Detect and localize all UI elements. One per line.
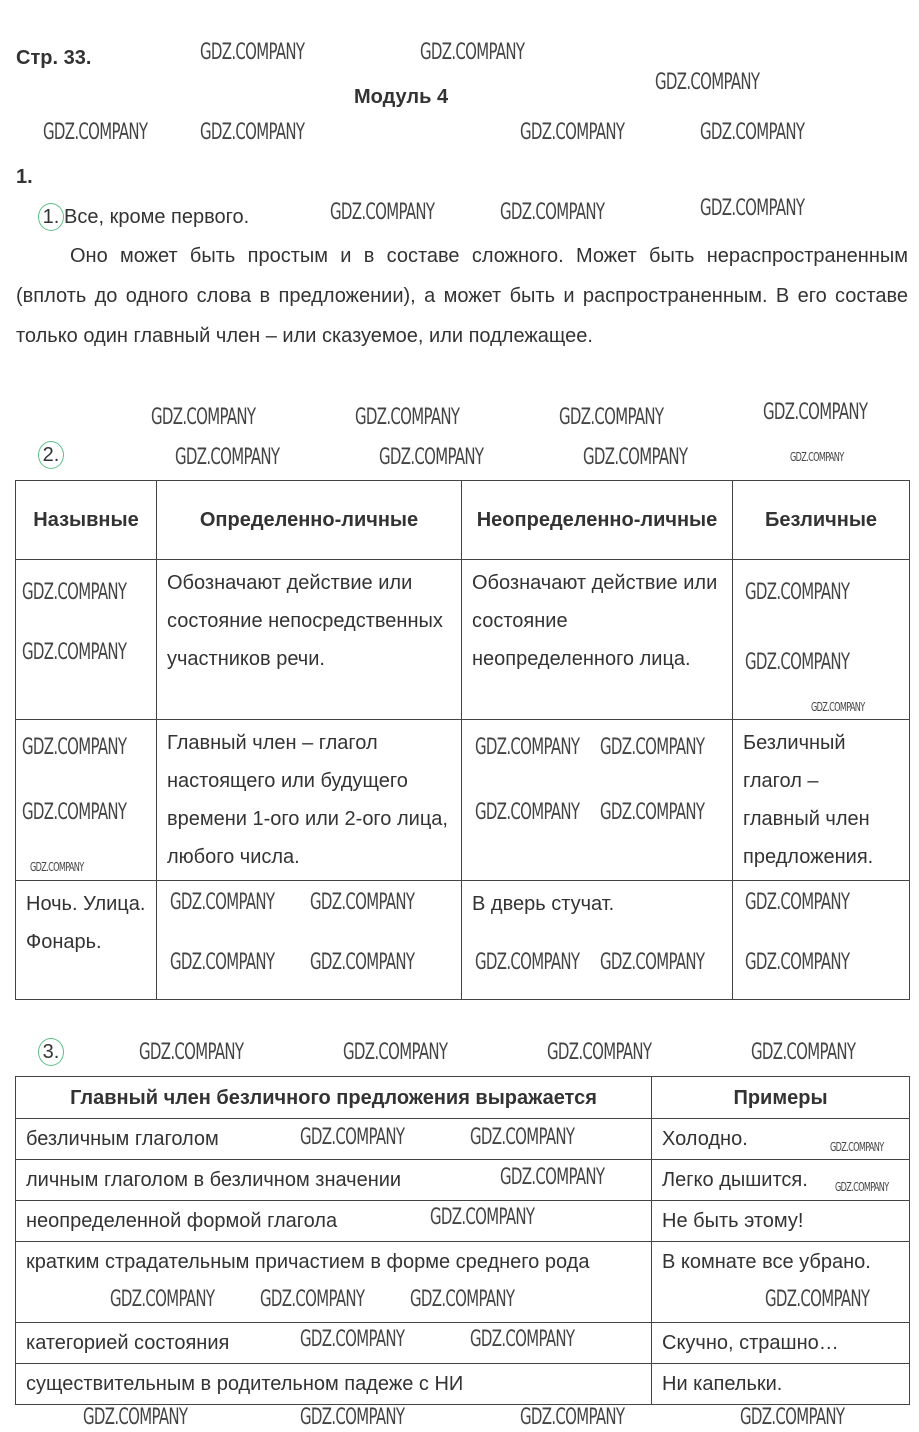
watermark: GDZ.COMPANY [765,1287,870,1312]
watermark: GDZ.COMPANY [600,950,705,975]
table-cell: В комнате все убрано. [652,1242,910,1323]
watermark: GDZ.COMPANY [330,200,435,225]
header-cell: Назывные [16,481,157,560]
table-cell: В дверь стучат. [462,881,733,1000]
table-cell [16,560,157,720]
watermark: GDZ.COMPANY [83,1405,188,1430]
table-row [16,1201,910,1242]
watermark: GDZ.COMPANY [559,405,664,430]
watermark: GDZ.COMPANY [300,1405,405,1430]
watermark: GDZ.COMPANY [547,1040,652,1065]
part3-marker-wrap [38,1038,64,1066]
watermark: GDZ.COMPANY [175,445,280,470]
watermark: GDZ.COMPANY [500,200,605,225]
impersonal-predicate-table [15,1076,910,1405]
watermark: GDZ.COMPANY [475,735,580,760]
watermark: GDZ.COMPANY [22,640,127,665]
watermark: GDZ.COMPANY [740,1405,845,1430]
table-cell: категорией состояния [16,1323,652,1364]
watermark: GDZ.COMPANY [700,120,805,145]
part1-answer-text: Все, кроме первого. [64,206,250,228]
watermark: GDZ.COMPANY [200,40,305,65]
table-row [16,720,910,881]
watermark: GDZ.COMPANY [22,800,127,825]
watermark: GDZ.COMPANY [310,950,415,975]
table-cell: Ночь. Улица. Фонарь. [16,881,157,1000]
table-cell: Легко дышится. [652,1160,910,1201]
header-cell: Определенно-личные [157,481,462,560]
watermark: GDZ.COMPANY [30,860,84,874]
page-reference: Стр. 33. [16,47,92,69]
watermark: GDZ.COMPANY [110,1287,215,1312]
watermark: GDZ.COMPANY [520,1405,625,1430]
task-number: 1. [16,166,33,188]
table-cell: личным глаголом в безличном значении [16,1160,652,1201]
watermark: GDZ.COMPANY [583,445,688,470]
watermark: GDZ.COMPANY [745,890,850,915]
table-cell: неопределенной формой глагола [16,1201,652,1242]
table-cell: Обозначают действие или состояние неопределенного лица. [462,560,733,720]
module-title: Модуль 4 [354,86,449,108]
table-cell: Ни капельки. [652,1364,910,1405]
table-cell: Обозначают действие или состояние непосредственных участников речи. [157,560,462,720]
header-cell: Примеры [652,1077,910,1119]
watermark: GDZ.COMPANY [830,1140,884,1154]
table-row [16,1364,910,1405]
table-cell: Безличный глагол – главный член предложения. [733,720,910,881]
watermark: GDZ.COMPANY [22,580,127,605]
sentence-types-table [15,480,910,1000]
watermark: GDZ.COMPANY [22,735,127,760]
table-cell [16,720,157,881]
watermark: GDZ.COMPANY [200,120,305,145]
table-row [16,1242,910,1323]
part2-marker-wrap [38,441,64,469]
watermark: GDZ.COMPANY [763,400,868,425]
table-cell [462,720,733,881]
table-row [16,1160,910,1201]
watermark: GDZ.COMPANY [260,1287,365,1312]
table-row [16,1323,910,1364]
table-cell: существительным в родительном падеже с НИ [16,1364,652,1405]
table-cell: кратким страдательным причастием в форме среднего рода [16,1242,652,1323]
watermark: GDZ.COMPANY [745,950,850,975]
watermark: GDZ.COMPANY [745,650,850,675]
watermark: GDZ.COMPANY [745,580,850,605]
part1-answer [38,203,249,231]
part1-marker: 1. [38,203,64,231]
part1-paragraph: Оно может быть простым и в составе сложного. Может быть нераспространенным (вплоть до одного слова в предложении), а может быть и распространенным. В его составе только один главный член – или сказуемое, или подлежащее. [16,245,908,347]
watermark: GDZ.COMPANY [170,890,275,915]
header-cell: Главный член безличного предложения выражается [16,1077,652,1119]
table-cell [733,560,910,720]
table-cell: Скучно, страшно… [652,1323,910,1364]
table-header-row [16,1077,910,1119]
part2-marker: 2. [38,441,64,469]
watermark: GDZ.COMPANY [151,405,256,430]
watermark: GDZ.COMPANY [600,800,705,825]
watermark: GDZ.COMPANY [139,1040,244,1065]
table-cell [157,881,462,1000]
watermark: GDZ.COMPANY [43,120,148,145]
header-cell: Неопределенно-личные [462,481,733,560]
watermark: GDZ.COMPANY [300,1327,405,1352]
watermark: GDZ.COMPANY [355,405,460,430]
table-body [16,1119,910,1405]
table-header-row [16,481,910,560]
table-cell: безличным глаголом [16,1119,652,1160]
table-cell: Холодно. [652,1119,910,1160]
watermark: GDZ.COMPANY [475,800,580,825]
watermark: GDZ.COMPANY [410,1287,515,1312]
watermark: GDZ.COMPANY [700,196,805,221]
table-cell [733,881,910,1000]
watermark: GDZ.COMPANY [600,735,705,760]
watermark: GDZ.COMPANY [379,445,484,470]
watermark: GDZ.COMPANY [475,950,580,975]
watermark: GDZ.COMPANY [500,1165,605,1190]
table-cell: Главный член – глагол настоящего или будущего времени 1-ого или 2-ого лица, любого числа. [157,720,462,881]
watermark: GDZ.COMPANY [343,1040,448,1065]
table-row [16,881,910,1000]
watermark: GDZ.COMPANY [300,1125,405,1150]
table-row [16,560,910,720]
table-row [16,1119,910,1160]
watermark: GDZ.COMPANY [811,700,865,714]
watermark: GDZ.COMPANY [835,1180,889,1194]
watermark: GDZ.COMPANY [470,1125,575,1150]
header-cell: Безличные [733,481,910,560]
part3-marker: 3. [38,1038,64,1066]
watermark: GDZ.COMPANY [430,1205,535,1230]
watermark: GDZ.COMPANY [310,890,415,915]
watermark: GDZ.COMPANY [655,70,760,95]
watermark: GDZ.COMPANY [790,450,844,464]
watermark: GDZ.COMPANY [170,950,275,975]
watermark: GDZ.COMPANY [470,1327,575,1352]
watermark: GDZ.COMPANY [420,40,525,65]
watermark: GDZ.COMPANY [520,120,625,145]
watermark: GDZ.COMPANY [751,1040,856,1065]
table-cell: Не быть этому! [652,1201,910,1242]
